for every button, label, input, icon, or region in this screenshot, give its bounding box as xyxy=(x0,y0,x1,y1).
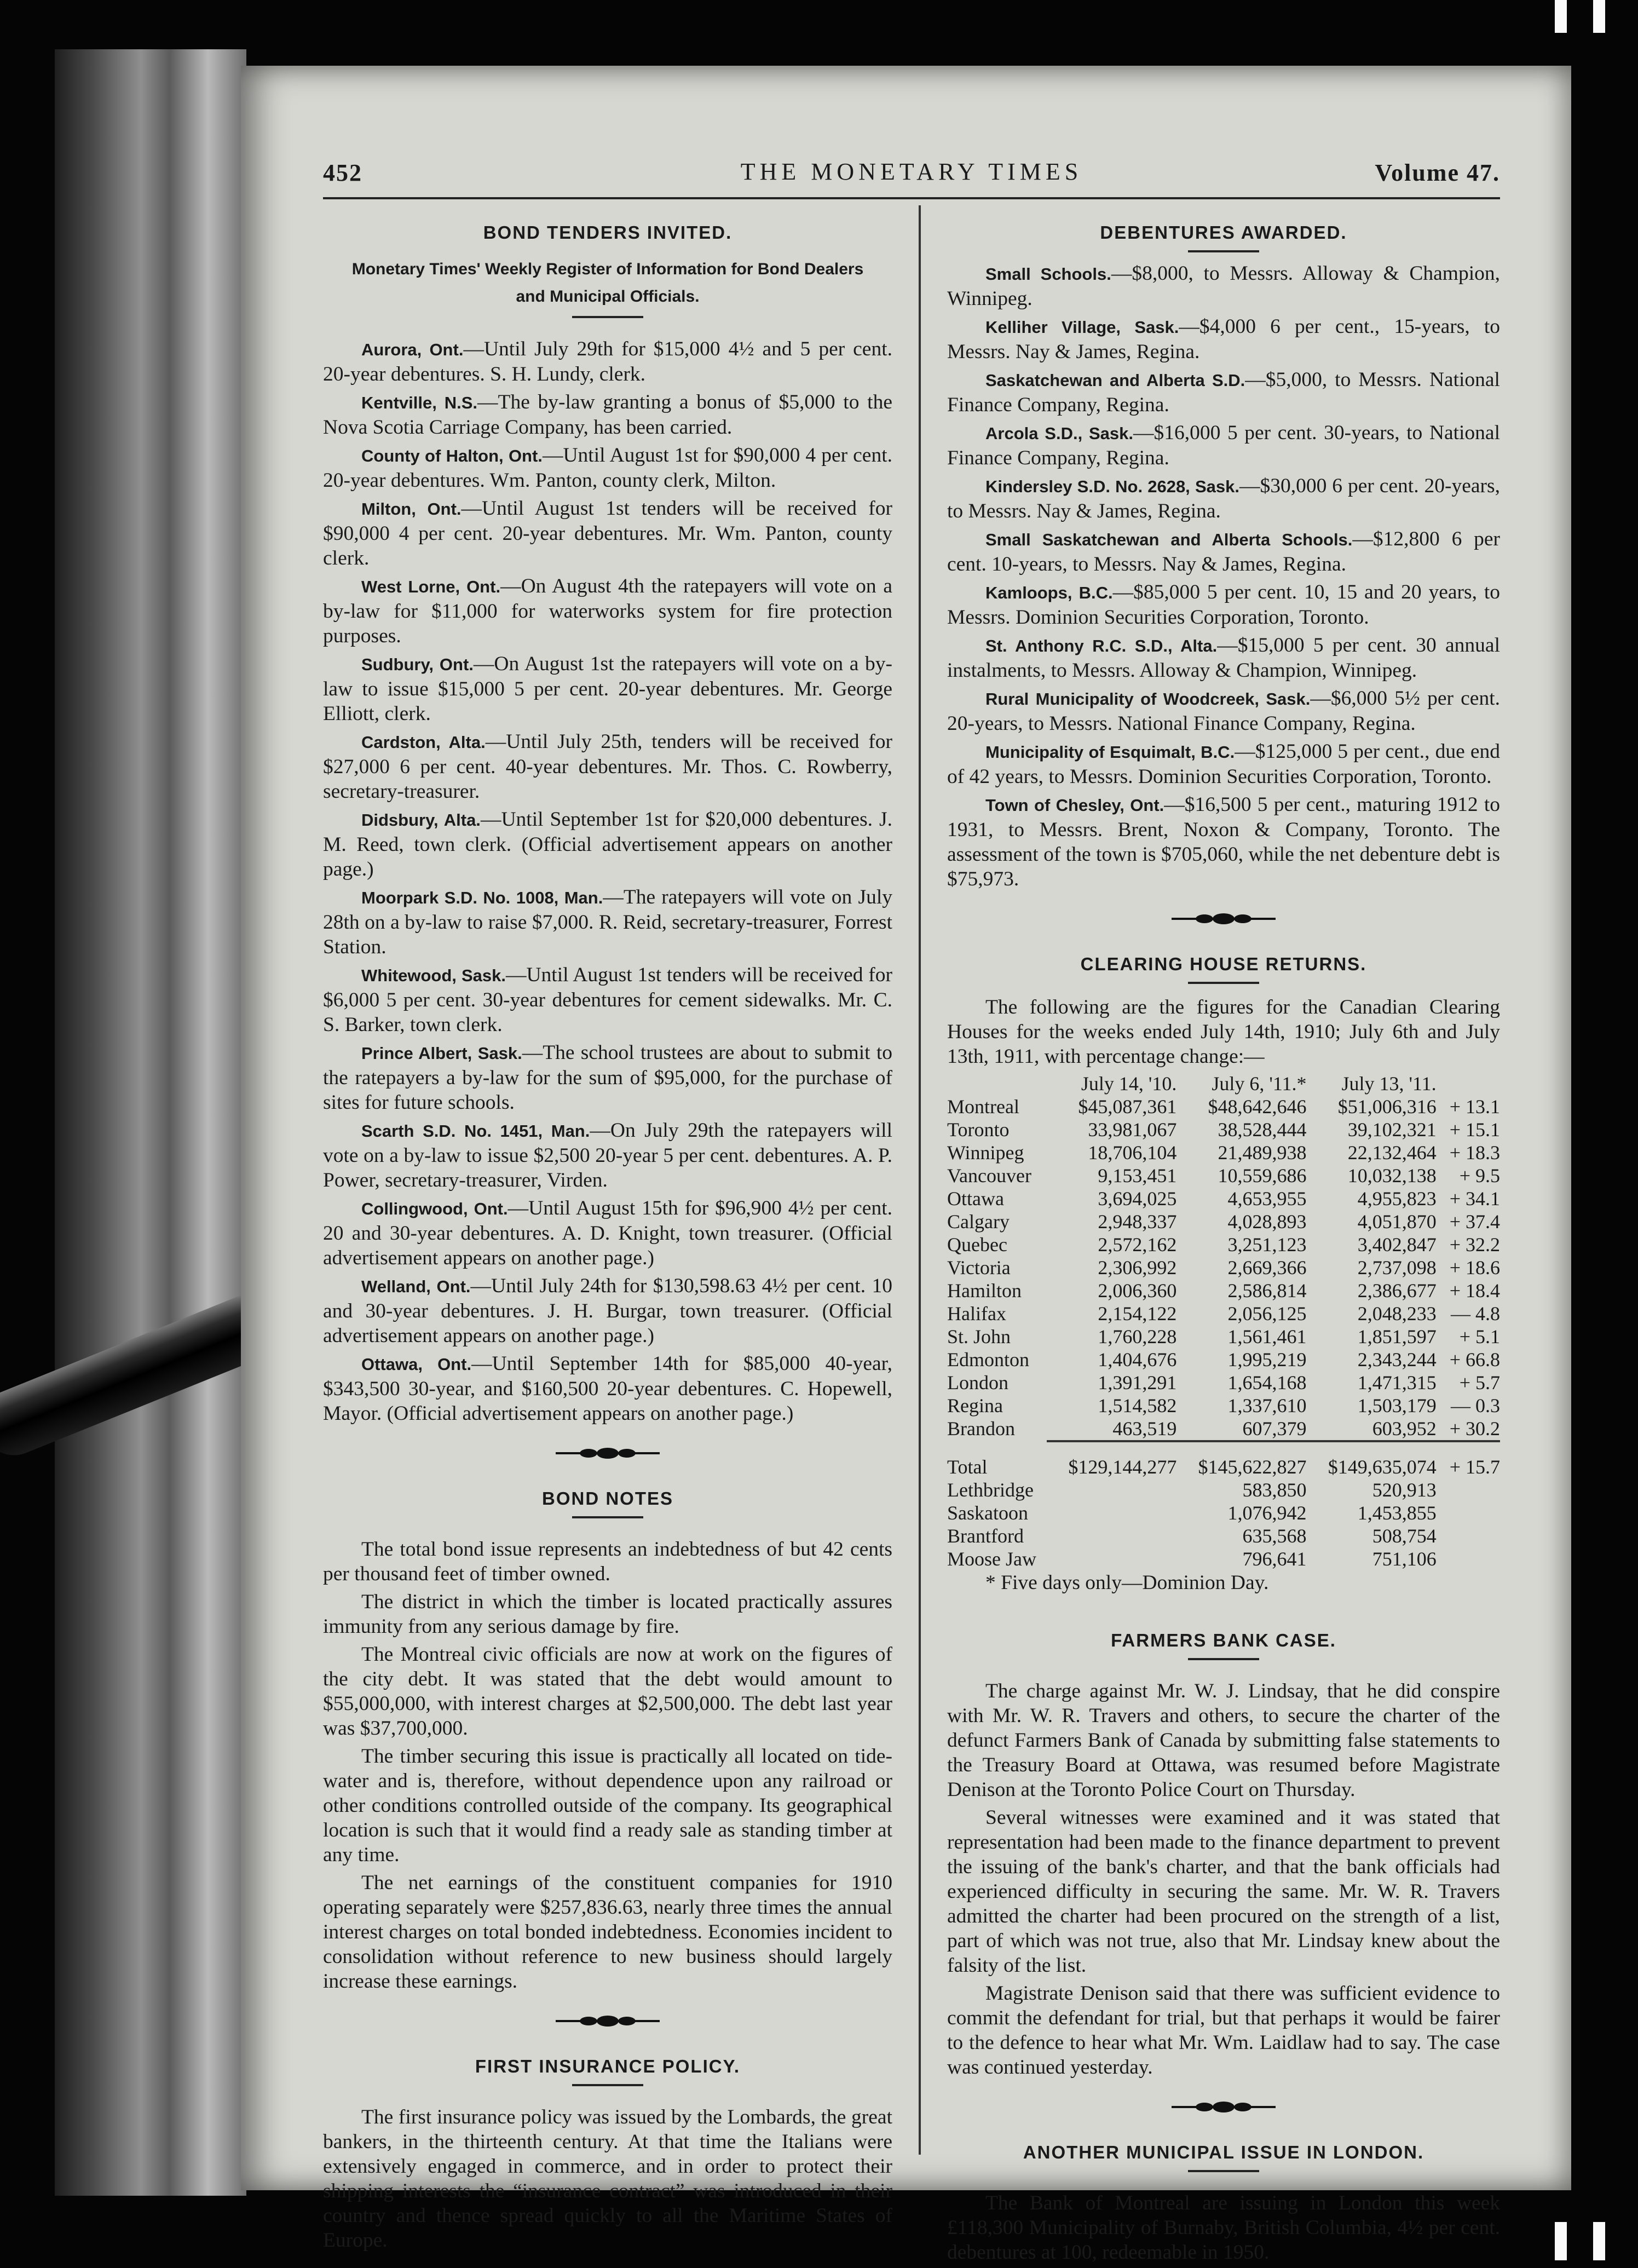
value-cell-july6: 607,379 xyxy=(1242,1418,1307,1440)
table-row xyxy=(947,1417,1500,1440)
bond-tender-entry-text: —The ratepayers will vote on July 28th on a by-law to raise $7,000. R. Reid, secretary-treasurer, Forrest Station. xyxy=(323,886,893,958)
city-cell: Hamilton xyxy=(947,1280,1022,1302)
bond-tender-entry-title: Milton, Ont. xyxy=(361,499,462,519)
city-cell: Quebec xyxy=(947,1234,1007,1256)
value-cell-1910: 18,706,104 xyxy=(1088,1142,1177,1164)
value-cell-july13: 2,737,098 xyxy=(1357,1257,1437,1279)
value-cell-1910: 3,694,025 xyxy=(1098,1188,1177,1210)
debenture-entry xyxy=(947,314,1500,364)
table-row xyxy=(947,1478,1500,1501)
value-cell-july13: 603,952 xyxy=(1372,1418,1437,1440)
film-edge-mark xyxy=(1593,0,1605,33)
percent-change-cell: + 66.8 xyxy=(1449,1349,1500,1371)
bond-tender-entry-title: Kentville, N.S. xyxy=(361,393,478,412)
percent-change-cell xyxy=(1437,1547,1500,1570)
value-cell-july13: 1,471,315 xyxy=(1357,1372,1437,1394)
bond-tender-entry-text: —Until July 29th for $15,000 4½ and 5 per cent. 20-year debentures. S. H. Lundy, clerk. xyxy=(323,338,892,385)
percent-change-cell: + 9.5 xyxy=(1459,1165,1500,1187)
city-cell: Brandon xyxy=(947,1418,1015,1440)
bond-notes-paragraph: The net earnings of the constituent companies for 1910 operating separately were $257,836.63, nearly three times the annual interest charges on total bonded indebtedness. Economies incident to consolidation without reference to new business should largely increase these earnings. xyxy=(323,1872,892,1993)
bond-tender-entry xyxy=(323,337,892,387)
bond-tender-entry xyxy=(323,963,892,1037)
value-cell-1910: 9,153,451 xyxy=(1098,1165,1177,1187)
city-cell: Total xyxy=(947,1456,988,1478)
film-edge-mark xyxy=(1555,0,1567,33)
bond-tender-entry xyxy=(323,574,892,648)
bond-tenders-list xyxy=(323,337,892,1426)
percent-change-cell: — 0.3 xyxy=(1451,1395,1500,1417)
table-row xyxy=(947,1442,1500,1478)
value-cell-1910 xyxy=(1047,1547,1176,1570)
volume-label: Volume 47. xyxy=(1375,159,1500,186)
debenture-entry xyxy=(947,421,1500,470)
percent-change-cell: + 15.7 xyxy=(1449,1456,1500,1478)
value-cell-july13: 10,032,138 xyxy=(1347,1165,1437,1187)
bond-tender-entry-title: Collingwood, Ont. xyxy=(361,1199,508,1218)
value-cell-july6: 635,568 xyxy=(1242,1525,1307,1547)
value-cell-july6: $145,622,827 xyxy=(1198,1456,1307,1478)
bond-tenders-heading: BOND TENDERS INVITED. xyxy=(483,222,733,243)
value-cell-1910 xyxy=(1047,1501,1176,1524)
table-row xyxy=(947,1394,1500,1417)
value-cell-1910: 1,514,582 xyxy=(1098,1395,1177,1417)
value-cell-1910: 2,006,360 xyxy=(1098,1280,1177,1302)
table-row xyxy=(947,1164,1500,1187)
london-issue-heading: ANOTHER MUNICIPAL ISSUE IN LONDON. xyxy=(1023,2142,1424,2162)
clearing-house-intro: The following are the figures for the Canadian Clearing Houses for the weeks ended July 14th, 1910; July 6th and July 13th, 1911, with percentage change:— xyxy=(947,996,1500,1068)
debenture-entry-title: Kelliher Village, Sask. xyxy=(985,318,1179,337)
farmers-bank-body xyxy=(947,1679,1500,2080)
debenture-entry-text: —$4,000 6 per cent., 15-years, to Messrs. Nay & James, Regina. xyxy=(947,315,1500,363)
debenture-entry-title: Town of Chesley, Ont. xyxy=(985,796,1164,815)
debenture-entry-text: —$125,000 5 per cent., due end of 42 years, to Messrs. Dominion Securities Corporation, Toronto. xyxy=(947,740,1500,788)
debenture-entry-title: St. Anthony R.C. S.D., Alta. xyxy=(985,636,1218,655)
bond-tender-entry xyxy=(323,1351,892,1426)
film-edge-mark xyxy=(1555,2222,1567,2260)
bond-tender-entry-title: Prince Albert, Sask. xyxy=(361,1044,522,1063)
bond-tender-entry xyxy=(323,390,892,440)
value-cell-july6: 583,850 xyxy=(1242,1479,1307,1501)
percent-change-cell: + 18.4 xyxy=(1449,1280,1500,1302)
value-cell-july13: 4,955,823 xyxy=(1357,1188,1437,1210)
book-binding xyxy=(55,49,246,2196)
bond-tender-entry-title: Cardston, Alta. xyxy=(361,733,486,752)
section-rule xyxy=(572,316,643,318)
debenture-entry xyxy=(947,261,1500,311)
bond-tender-entry-text: —Until August 1st for $90,000 4 per cent. 20-year debentures. Wm. Panton, county clerk, Milton. xyxy=(323,444,892,492)
bond-tender-entry-text: —Until August 1st tenders will be received for $90,000 4 per cent. 20-year debentures. Mr. Wm. Panton, county clerk. xyxy=(323,497,892,569)
film-edge-mark xyxy=(1593,2222,1605,2260)
bond-tender-entry xyxy=(323,652,892,726)
bond-tender-entry-text: —Until July 24th for $130,598.63 4½ per cent. 10 and 30-year debentures. J. H. Burgar, town treasurer. (Official advertisement appears on another page.) xyxy=(323,1275,892,1347)
value-cell-july13: 1,851,597 xyxy=(1357,1326,1437,1348)
table-row xyxy=(947,1187,1500,1210)
page-number: 452 xyxy=(323,159,362,186)
percent-change-cell: + 5.1 xyxy=(1459,1326,1500,1348)
bond-tender-entry-text: —On August 4th the ratepayers will vote on a by-law for $11,000 for waterworks system for fire protection purposes. xyxy=(323,575,892,647)
bond-tender-entry-title: Sudbury, Ont. xyxy=(361,655,474,674)
table-row xyxy=(947,1118,1500,1141)
section-ornament xyxy=(323,1442,892,1470)
section-rule xyxy=(1188,2170,1259,2172)
debenture-entry-text: —$5,000, to Messrs. National Finance Company, Regina. xyxy=(947,369,1500,416)
city-cell: Victoria xyxy=(947,1257,1011,1279)
debenture-entry-title: Small Saskatchewan and Alberta Schools. xyxy=(985,530,1353,549)
city-cell: Ottawa xyxy=(947,1188,1004,1210)
first-insurance-paragraph: The first insurance policy was issued by the Lombards, the great bankers, in the thirteenth century. At that time the Italians were extensively engaged in commerce, and in order to protect their shipping interests the “insurance contract” was introduced in their country and thence spread quickly to all the Maritime States of Europe. xyxy=(323,2106,892,2252)
city-cell: Toronto xyxy=(947,1119,1010,1141)
table-row xyxy=(947,1348,1500,1371)
value-cell-1910: 1,760,228 xyxy=(1098,1326,1177,1348)
value-cell-july13: 3,402,847 xyxy=(1357,1234,1437,1256)
value-cell-1910: $45,087,361 xyxy=(1078,1096,1177,1118)
clearing-house-heading: CLEARING HOUSE RETURNS. xyxy=(1080,954,1367,974)
bond-tender-entry-text: —Until July 25th, tenders will be received for $27,000 6 per cent. 40-year debentures. Mr. Thos. C. Rowberry, secretary-treasurer. xyxy=(323,730,892,803)
table-row xyxy=(947,1256,1500,1279)
value-cell-1910: 2,572,162 xyxy=(1098,1234,1177,1256)
table-row xyxy=(947,1325,1500,1348)
bond-tenders-subheading: Monetary Times' Weekly Register of Information for Bond Dealers and Municipal Officials. xyxy=(351,260,864,306)
spacer xyxy=(947,1606,1500,1617)
value-cell-july13: 2,048,233 xyxy=(1357,1303,1437,1325)
farmers-bank-heading: FARMERS BANK CASE. xyxy=(1111,1630,1336,1650)
value-cell-july13: 751,106 xyxy=(1372,1548,1437,1570)
farmers-bank-paragraph: Several witnesses were examined and it was stated that representation had been made to the finance department to prevent the issuing of the bank's charter, and that the bank officials had experienced difficulty in securing the same. Mr. W. R. Travers admitted the charter had been procured on the strength of a list, part of which was not true, also that Mr. Lindsay knew about the falsity of the list. xyxy=(947,1806,1500,1977)
debenture-entry-text: —$30,000 6 per cent. 20-years, to Messrs. Nay & James, Regina. xyxy=(947,475,1501,522)
section-rule xyxy=(1188,1658,1259,1660)
value-cell-july6: 21,489,938 xyxy=(1218,1142,1307,1164)
value-cell-july6: 4,653,955 xyxy=(1227,1188,1307,1210)
bond-tender-entry-title: West Lorne, Ont. xyxy=(361,577,501,596)
bond-notes-paragraph: The timber securing this issue is practically all located on tide-water and is, therefore, without dependence upon any railroad or other conditions controlled outside of the company. Its geographical location is such that it would find a ready sale as standing timber at any time. xyxy=(323,1745,892,1866)
value-cell-july13: 39,102,321 xyxy=(1347,1119,1437,1141)
percent-change-cell: + 34.1 xyxy=(1449,1188,1500,1210)
percent-change-cell: — 4.8 xyxy=(1451,1303,1500,1325)
page-header xyxy=(323,148,1500,199)
section-rule xyxy=(1188,982,1259,984)
bond-tender-entry-title: Scarth S.D. No. 1451, Man. xyxy=(361,1121,590,1141)
table-header-row xyxy=(947,1072,1500,1095)
debenture-entry-text: —$6,000 5½ per cent. 20-years, to Messrs. National Finance Company, Regina. xyxy=(947,687,1500,735)
percent-change-cell: + 18.6 xyxy=(1449,1257,1500,1279)
percent-change-cell: + 5.7 xyxy=(1459,1372,1500,1394)
table-header-col-2: July 6, '11.* xyxy=(1212,1073,1307,1095)
bond-tender-entry-text: —Until September 14th for $85,000 40-year, $343,500 30-year, and $160,500 20-year debentures. C. Hopewell, Mayor. (Official advertisement appears on another page.) xyxy=(323,1352,892,1425)
bond-tender-entry-text: —The school trustees are about to submit to the ratepayers a by-law for the sum of $95,000, for the purchase of sites for future schools. xyxy=(323,1041,892,1114)
value-cell-july6: $48,642,646 xyxy=(1208,1096,1307,1118)
value-cell-1910: 2,154,122 xyxy=(1098,1303,1177,1325)
debenture-entry xyxy=(947,792,1500,891)
percent-change-cell: + 15.1 xyxy=(1449,1119,1500,1141)
value-cell-july6: 2,669,366 xyxy=(1227,1257,1307,1279)
table-row xyxy=(947,1141,1500,1164)
city-cell: Saskatoon xyxy=(947,1502,1028,1524)
bond-tender-entry-title: Ottawa, Ont. xyxy=(361,1355,472,1374)
value-cell-july6: 2,586,814 xyxy=(1227,1280,1307,1302)
table-header-col-3: July 13, '11. xyxy=(1341,1073,1437,1095)
debenture-entry xyxy=(947,474,1500,523)
city-cell: Winnipeg xyxy=(947,1142,1024,1164)
table-row xyxy=(947,1279,1500,1302)
value-cell-july13: 2,386,677 xyxy=(1357,1280,1437,1302)
value-cell-july6: 3,251,123 xyxy=(1227,1234,1307,1256)
debenture-entry-text: —$16,500 5 per cent., maturing 1912 to 1931, to Messrs. Brent, Noxon & Company, Toronto. The assessment of the town is $705,060, while the net debenture debt is $75,973. xyxy=(947,793,1500,890)
london-issue-paragraph: The Bank of Montreal are issuing in London this week £118,300 Municipality of Burnaby, British Columbia, 4½ per cent. debentures at 100, redeemable in 1950. xyxy=(947,2192,1500,2264)
percent-change-cell xyxy=(1437,1478,1500,1501)
debenture-entry-title: Small Schools. xyxy=(985,264,1111,284)
bond-tender-entry xyxy=(323,885,892,959)
publication-title: THE MONETARY TIMES xyxy=(740,158,1083,185)
bond-tender-entry xyxy=(323,1118,892,1193)
debenture-entry-text: —$85,000 5 per cent. 10, 15 and 20 years, to Messrs. Dominion Securities Corporation, Toronto. xyxy=(947,581,1500,629)
value-cell-july6: 4,028,893 xyxy=(1227,1211,1307,1233)
city-cell: Calgary xyxy=(947,1211,1010,1233)
value-cell-july6: 38,528,444 xyxy=(1218,1119,1307,1141)
value-cell-1910 xyxy=(1047,1478,1176,1501)
debenture-entry-text: —$8,000, to Messrs. Alloway & Champion, Winnipeg. xyxy=(947,262,1500,310)
value-cell-july13: $149,635,074 xyxy=(1328,1456,1437,1478)
value-cell-1910: 1,404,676 xyxy=(1098,1349,1177,1371)
percent-change-cell xyxy=(1437,1524,1500,1547)
table-row xyxy=(947,1302,1500,1325)
percent-change-cell: + 30.2 xyxy=(1449,1418,1500,1440)
bond-tender-entry xyxy=(323,1196,892,1270)
value-cell-1910: 1,391,291 xyxy=(1098,1372,1177,1394)
bond-tender-entry-text: —The by-law granting a bonus of $5,000 to the Nova Scotia Carriage Company, has been carried. xyxy=(323,391,892,439)
farmers-bank-paragraph: Magistrate Denison said that there was sufficient evidence to commit the defendant for trial, but that perhaps it would be fairer to the defence to hear what Mr. Wm. Laidlaw had to say. The case was continued yesterday. xyxy=(947,1982,1500,2079)
city-cell: Montreal xyxy=(947,1096,1019,1118)
value-cell-july6: 796,641 xyxy=(1242,1548,1307,1570)
debentures-list xyxy=(947,261,1500,891)
magazine-page xyxy=(241,66,1571,2264)
left-column xyxy=(323,214,892,2256)
bond-notes-paragraph: The Montreal civic officials are now at work on the figures of the city debt. It was stated that the debt would amount to $55,000,000, with interest charges at $2,500,000. The debt last year was $37,700,000. xyxy=(323,1643,892,1740)
value-cell-july6: 10,559,686 xyxy=(1218,1165,1307,1187)
debenture-entry xyxy=(947,367,1500,417)
city-cell: Brantford xyxy=(947,1525,1024,1547)
value-cell-july6: 1,337,610 xyxy=(1227,1395,1307,1417)
section-rule xyxy=(572,1516,643,1518)
bond-tender-entry-text: —On August 1st the ratepayers will vote on a by-law to issue $15,000 5 per cent. 20-year debentures. Mr. George Elliott, clerk. xyxy=(323,653,892,725)
table-row xyxy=(947,1524,1500,1547)
city-cell: Lethbridge xyxy=(947,1479,1034,1501)
table-row xyxy=(947,1210,1500,1233)
bond-tender-entry xyxy=(323,729,892,804)
section-ornament xyxy=(947,2096,1500,2123)
value-cell-july13: 508,754 xyxy=(1372,1525,1437,1547)
bond-tender-entry xyxy=(323,807,892,882)
city-cell: St. John xyxy=(947,1326,1011,1348)
bond-tender-entry-text: —On July 29th the ratepayers will vote on a by-law to issue $2,500 20-year 5 per cent. debentures. A. P. Power, secretary-treasurer, Virden. xyxy=(323,1119,892,1191)
value-cell-july6: 1,654,168 xyxy=(1227,1372,1307,1394)
value-cell-1910: 2,948,337 xyxy=(1098,1211,1177,1233)
percent-change-cell xyxy=(1437,1501,1500,1524)
bond-tender-entry xyxy=(323,496,892,571)
value-cell-1910: 2,306,992 xyxy=(1098,1257,1177,1279)
city-cell: Regina xyxy=(947,1395,1003,1417)
value-cell-1910: 463,519 xyxy=(1112,1418,1177,1440)
bond-tender-entry xyxy=(323,443,892,493)
value-cell-july13: $51,006,316 xyxy=(1337,1096,1437,1118)
city-cell: Halifax xyxy=(947,1303,1006,1325)
value-cell-july13: 2,343,244 xyxy=(1357,1349,1437,1371)
city-cell: London xyxy=(947,1372,1008,1394)
farmers-bank-paragraph: The charge against Mr. W. J. Lindsay, that he did conspire with Mr. W. R. Travers and others, to secure the charter of the defunct Farmers Bank of Canada by submitting false statements to the Treasury Board at Ottawa, was resumed before Magistrate Denison at the Toronto Police Court on Thursday. xyxy=(947,1680,1500,1801)
debenture-entry-title: Kindersley S.D. No. 2628, Sask. xyxy=(985,477,1239,496)
bond-tender-entry-text: —Until August 1st tenders will be received for $6,000 5 per cent. 30-year debentures for cement sidewalks. Mr. C. S. Barker, town clerk. xyxy=(323,964,892,1036)
percent-change-cell: + 32.2 xyxy=(1449,1234,1500,1256)
bond-tender-entry-title: Didsbury, Alta. xyxy=(361,810,481,830)
bond-notes-paragraph: The total bond issue represents an indebtedness of but 42 cents per thousand feet of timber owned. xyxy=(323,1538,892,1585)
clearing-house-rows xyxy=(947,1095,1500,1570)
section-rule xyxy=(572,2084,643,2086)
percent-change-cell: + 13.1 xyxy=(1449,1096,1500,1118)
debenture-entry-title: Municipality of Esquimalt, B.C. xyxy=(985,742,1235,762)
bond-tender-entry-title: County of Halton, Ont. xyxy=(361,446,543,465)
value-cell-july13: 1,453,855 xyxy=(1357,1502,1437,1524)
value-cell-1910: 33,981,067 xyxy=(1088,1119,1177,1141)
debenture-entry-title: Rural Municipality of Woodcreek, Sask. xyxy=(985,689,1311,709)
value-cell-july6: 1,995,219 xyxy=(1227,1349,1307,1371)
debenture-entry xyxy=(947,633,1500,683)
debenture-entry xyxy=(947,580,1500,630)
bond-tender-entry-title: Moorpark S.D. No. 1008, Man. xyxy=(361,888,603,907)
clearing-house-footnote: * Five days only—Dominion Day. xyxy=(985,1572,1269,1594)
table-header-col-1: July 14, '10. xyxy=(1081,1073,1177,1095)
section-ornament xyxy=(947,908,1500,935)
city-cell: Edmonton xyxy=(947,1349,1029,1371)
debenture-entry-title: Arcola S.D., Sask. xyxy=(985,424,1133,443)
debenture-entry xyxy=(947,739,1500,789)
london-issue-body xyxy=(947,2191,1500,2265)
debentures-heading: DEBENTURES AWARDED. xyxy=(1100,222,1347,243)
value-cell-july13: 1,503,179 xyxy=(1357,1395,1437,1417)
table-header-blank xyxy=(947,1072,1047,1095)
bond-tender-entry xyxy=(323,1274,892,1348)
table-row xyxy=(947,1547,1500,1570)
city-cell: Moose Jaw xyxy=(947,1548,1036,1570)
debenture-entry xyxy=(947,686,1500,736)
debenture-entry-text: —$16,000 5 per cent. 30-years, to National Finance Company, Regina. xyxy=(947,422,1500,469)
debenture-entry-text: —$15,000 5 per cent. 30 annual instalments, to Messrs. Alloway & Champion, Winnipeg. xyxy=(947,634,1500,682)
percent-change-cell: + 37.4 xyxy=(1449,1211,1500,1233)
first-insurance-heading: FIRST INSURANCE POLICY. xyxy=(475,2056,741,2076)
value-cell-july13: 4,051,870 xyxy=(1357,1211,1437,1233)
value-cell-1910 xyxy=(1047,1524,1176,1547)
value-cell-1910: $129,144,277 xyxy=(1068,1456,1177,1478)
table-header-pct xyxy=(1437,1072,1500,1095)
bond-tender-entry xyxy=(323,1040,892,1115)
first-insurance-body xyxy=(323,2105,892,2253)
bond-notes-body xyxy=(323,1537,892,1994)
debenture-entry-title: Saskatchewan and Alberta S.D. xyxy=(985,371,1245,390)
table-row xyxy=(947,1095,1500,1118)
value-cell-july13: 520,913 xyxy=(1372,1479,1437,1501)
value-cell-july6: 2,056,125 xyxy=(1227,1303,1307,1325)
table-row xyxy=(947,1501,1500,1524)
bond-tender-entry-text: —Until September 1st for $20,000 debentures. J. M. Reed, town clerk. (Official advertisement appears on another page.) xyxy=(323,808,893,880)
bond-tender-entry-title: Welland, Ont. xyxy=(361,1277,471,1296)
value-cell-july6: 1,561,461 xyxy=(1227,1326,1307,1348)
bond-notes-heading: BOND NOTES xyxy=(541,1488,673,1509)
column-divider xyxy=(919,205,921,2155)
clearing-house-table xyxy=(947,1072,1500,1570)
value-cell-july6: 1,076,942 xyxy=(1227,1502,1307,1524)
debenture-entry-text: —$12,800 6 per cent. 10-years, to Messrs. Nay & James, Regina. xyxy=(947,528,1500,575)
debenture-entry-title: Kamloops, B.C. xyxy=(985,583,1113,602)
table-row xyxy=(947,1233,1500,1256)
right-column xyxy=(947,214,1500,2268)
section-rule xyxy=(1188,250,1259,252)
table-row xyxy=(947,1371,1500,1394)
value-cell-july13: 22,132,464 xyxy=(1347,1142,1437,1164)
bond-notes-paragraph: The district in which the timber is located practically assures immunity from any serious damage by fire. xyxy=(323,1591,892,1638)
bond-tender-entry-title: Whitewood, Sask. xyxy=(361,966,506,985)
city-cell: Vancouver xyxy=(947,1165,1031,1187)
bond-tender-entry-title: Aurora, Ont. xyxy=(361,340,464,359)
section-ornament xyxy=(323,2010,892,2037)
bond-tender-entry-text: —Until August 15th for $96,900 4½ per cent. 20 and 30-year debentures. A. D. Knight, town treasurer. (Official advertisement appears on another page.) xyxy=(323,1197,892,1269)
debenture-entry xyxy=(947,527,1500,577)
percent-change-cell: + 18.3 xyxy=(1449,1142,1500,1164)
